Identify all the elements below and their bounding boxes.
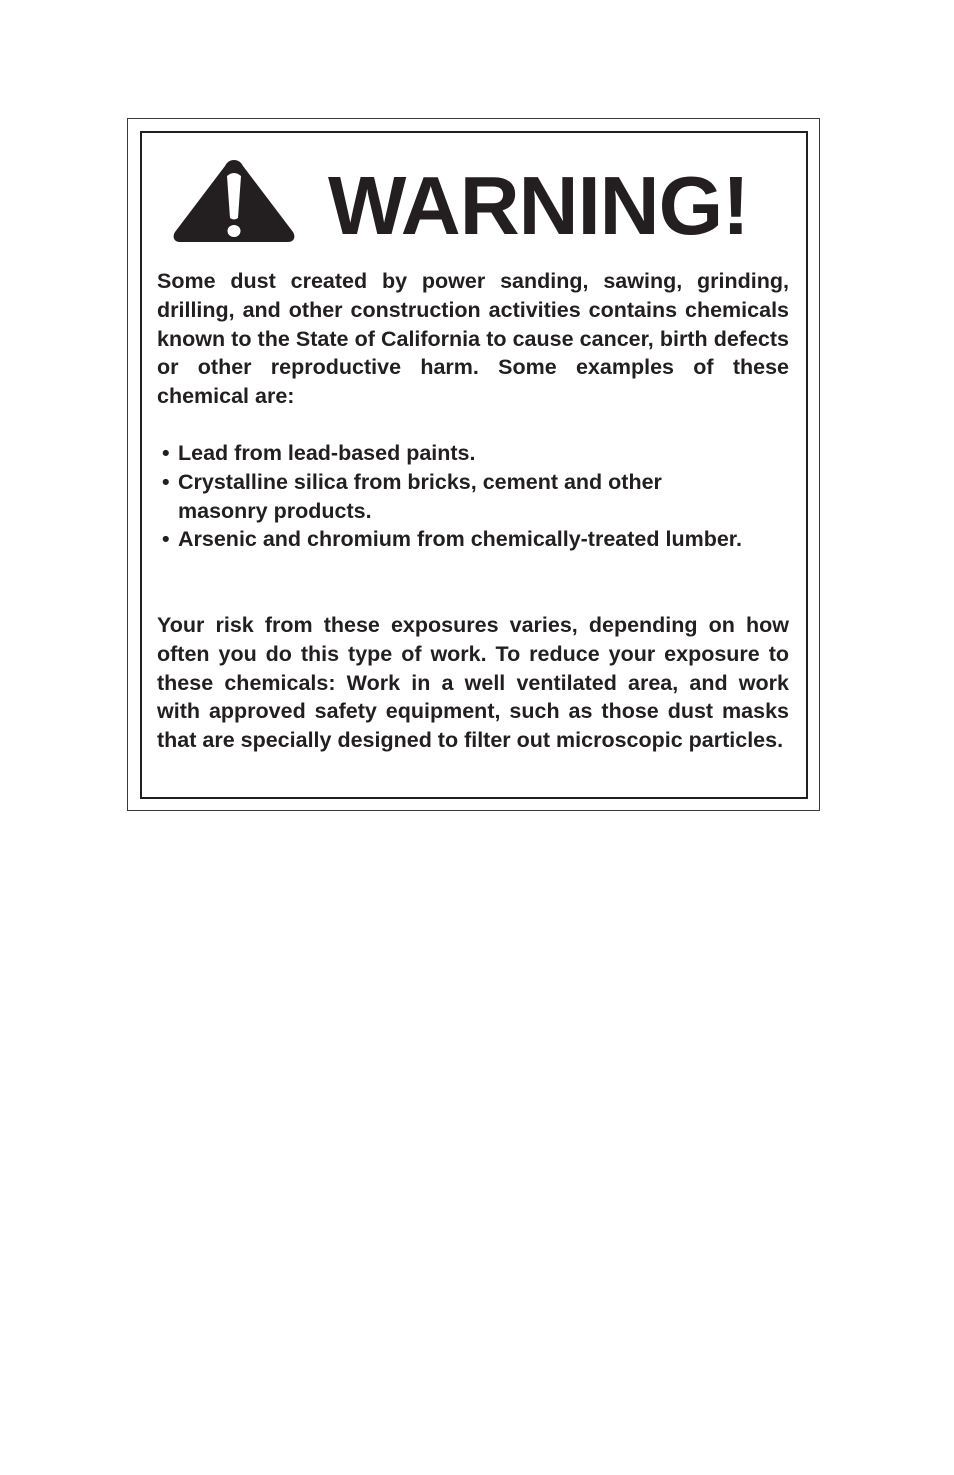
hazard-intro-paragraph: Some dust created by power sanding, sawing, grinding, drilling, and other construction activities contains chemicals known to the State of California to cause cancer, birth defects or other reproductive harm. Some examples of these chemical are:: [157, 269, 789, 409]
list-item-text: Crystalline silica from bricks, cement and other masonry products.: [178, 469, 662, 523]
chemical-examples-list: [157, 439, 757, 554]
warning-triangle-icon: [170, 156, 298, 244]
risk-reduction-paragraph: Your risk from these exposures varies, depending on how often you do this type of work. To reduce your exposure to these chemicals: Work in a well ventilated area, and work with approved safety equipment, such as those dust masks that are specially designed to filter out microscopic particles.: [157, 613, 789, 753]
bullet-icon: •: [162, 441, 170, 465]
list-item: [157, 525, 757, 554]
warning-title: WARNING!: [328, 159, 749, 252]
warning-header: [170, 152, 790, 252]
list-item: [157, 468, 757, 526]
bullet-icon: •: [162, 469, 170, 494]
bullet-icon: •: [162, 527, 170, 552]
list-item-text: Arsenic and chromium from chemically-treated lumber.: [178, 527, 742, 552]
list-item: [157, 439, 757, 468]
list-item-text: Lead from lead-based paints.: [178, 441, 476, 465]
